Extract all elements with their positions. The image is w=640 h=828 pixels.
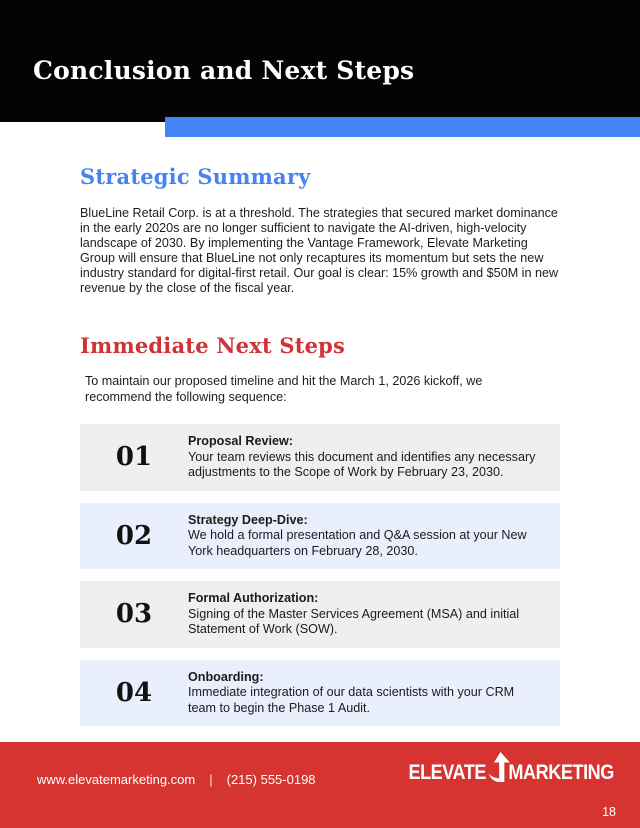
step-title: Onboarding:: [188, 669, 264, 684]
page-footer: [0, 742, 640, 828]
step-item-1: [80, 424, 560, 491]
page-title: Conclusion and Next Steps: [33, 56, 415, 85]
step-description: Signing of the Master Services Agreement (MSA) and initial Statement of Work (SOW).: [188, 606, 520, 636]
step-item-3: [80, 581, 560, 648]
logo-text-marketing: MARKETING: [508, 761, 614, 784]
strategic-summary-paragraph: BlueLine Retail Corp. is at a threshold. The strategies that secured market dominance in the early 2020s are no longer sufficient to navigate the AI-driven, high-velocity landscape of 2030. By implementing the Vantage Framework, Elevate Marketing Group will ensure that BlueLine not only recaptures its momentum but sets the new industry standard for digital-first retail. Our goal is clear: 15% growth and $50M in new revenue by the close of the fiscal year.: [80, 206, 559, 295]
page-number: 18: [602, 805, 616, 819]
step-title: Strategy Deep-Dive:: [188, 512, 308, 527]
footer-separator: |: [209, 772, 213, 787]
step-item-2: [80, 503, 560, 570]
footer-contact: [37, 772, 316, 787]
elevate-marketing-logo: [409, 758, 614, 788]
page-header: [0, 0, 640, 122]
immediate-next-steps-heading: Immediate Next Steps: [80, 333, 346, 358]
phone-number: (215) 555-0198: [226, 772, 316, 787]
website-link[interactable]: www.elevatemarketing.com: [37, 772, 196, 787]
logo-text-elevate: ELEVATE: [408, 761, 487, 784]
strategic-summary-heading: Strategic Summary: [80, 164, 311, 189]
step-body: [188, 581, 560, 648]
step-body: [188, 660, 560, 727]
step-description: Your team reviews this document and identifies any necessary adjustments to the Scope of Work by February 23, 2030.: [188, 449, 536, 479]
steps-list: [80, 424, 560, 726]
step-number: 02: [115, 520, 153, 551]
step-description: We hold a formal presentation and Q&A session at your New York headquarters on February 28, 2030.: [188, 528, 527, 558]
step-description: Immediate integration of our data scientists with your CRM team to begin the Phase 1 Audit.: [188, 685, 515, 715]
step-title: Formal Authorization:: [188, 591, 319, 605]
step-number: 04: [115, 677, 153, 708]
step-number: 03: [115, 599, 153, 630]
step-item-4: [80, 660, 560, 727]
step-body: [188, 424, 560, 491]
step-number: 01: [115, 442, 153, 473]
step-title: Proposal Review:: [188, 434, 293, 448]
step-body: [188, 503, 560, 570]
next-steps-intro: To maintain our proposed timeline and hit the March 1, 2026 kickoff, we recommend the following sequence:: [85, 374, 483, 404]
main-content: [80, 122, 560, 738]
